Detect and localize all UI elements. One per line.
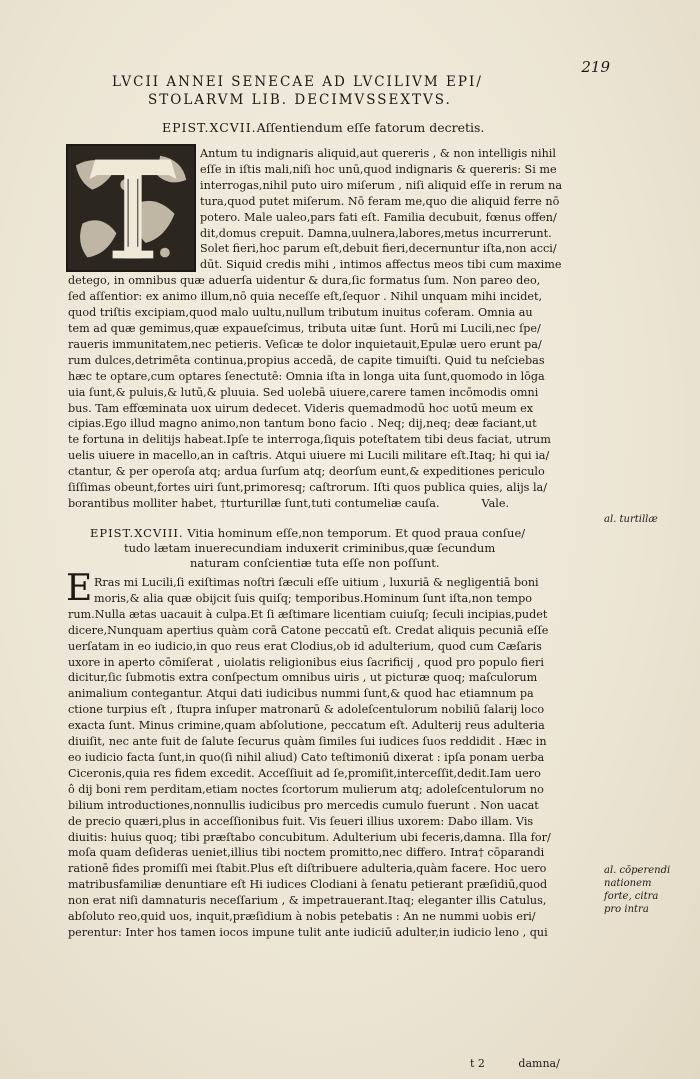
epistle-98-heading-line: tudo lætam inuerecundiam induxerit criminibus,quæ ſecundum bbox=[124, 541, 496, 555]
text-line: potero. Male ualeo,pars fati eſt. Familia decubuit, fœnus offen/ bbox=[200, 210, 557, 224]
catchword: damna/ bbox=[518, 1057, 560, 1070]
epistle-98-heading-line: Vitia hominum eſſe,non temporum. Et quod praua conſue/ bbox=[187, 526, 526, 540]
epistle-98-label: EPIST.XCVIII. bbox=[90, 526, 184, 540]
margin-note-1: al. turtillæ bbox=[604, 514, 658, 525]
epistle-97-title bbox=[162, 120, 602, 135]
epistle-98-title bbox=[90, 526, 600, 571]
text-line: Rras mi Lucili,ſi exiſtimas noſtri ſæculi eſſe uitium , luxuriā & negligentiā boni bbox=[94, 576, 539, 589]
text-line: tura,quod putet miſerum. Nō feram me,quo die aliquid ferre nō bbox=[200, 194, 560, 208]
text-line-end: borantibus molliter habet, †turturillæ ſunt,tuti contumeliæ cauſa. bbox=[68, 496, 440, 510]
drop-initial-e: E bbox=[66, 568, 93, 609]
page-number: 219 bbox=[581, 58, 610, 76]
text-line: uxore in aperto cōmiſerat , uiolatis religionibus eius ſacrificij , quod pro populo fieri bbox=[68, 655, 544, 669]
valediction: Vale. bbox=[481, 496, 510, 510]
text-line: uelis uiuere in macello,an in caſtris. Atqui uiuere mi Lucili militare eſt.Itaq; hi qui ia/ bbox=[68, 449, 550, 463]
text-line: animalium contegantur. Atqui dati iudicibus nummi ſunt,& quod hac etiamnum pa bbox=[68, 687, 534, 701]
text-line: bus. Tam effœminata uox uirum dedecet. Videris quemadmodū hoc uotū meum ex bbox=[68, 401, 534, 415]
text-line: rum dulces,detrimēta continua,propius accedā, de capite timuiſti. Quid tu neſciebas bbox=[68, 353, 545, 367]
text-line: matribusfamiliæ denuntiare eſt Hi iudices Clodiani à ſenatu petierant præſidiū,quod bbox=[68, 878, 548, 892]
epistle-97-label: EPIST.XCVII. bbox=[162, 120, 257, 135]
margin-note-line: pro intra bbox=[604, 904, 649, 915]
text-line: hæc te optare,cum optares ſenectutē: Omnia iſta in longa uita ſunt,quomodo in lōga bbox=[68, 369, 545, 383]
epistle-97-body bbox=[68, 146, 598, 512]
text-line: te fortuna in delitijs habeat.Ipſe te interroga,ſiquis poteſtatem tibi deus faciat, utrum bbox=[68, 433, 551, 447]
text-line: ctantur, & per operoſa atq; ardua ſurſum atq; deorſum eunt,& expeditiones periculo bbox=[68, 465, 545, 479]
text-line: ſed aſſentior: ex animo illum,nō quia neceſſe eſt,ſequor . Nihil unquam mihi incidet, bbox=[68, 290, 543, 304]
heading-line-2: STOLARVM LIB. DECIMVSSEXTVS. bbox=[148, 92, 452, 108]
text-line: diuiſit, nec ante fuit de ſalute ſecurus quàm ſimiles ſui iudices ſuos reddidit . Hæc in bbox=[68, 735, 547, 749]
text-line: quod triſtis excipiam,quod malo uultu,nullum tributum inuitus coferam. Omnia au bbox=[68, 306, 533, 320]
text-line: moris,& alia quæ obijcit ſuis quiſq; temporibus.Hominum ſunt iſta,non tempo bbox=[94, 591, 533, 605]
running-heading bbox=[108, 73, 588, 109]
text-line: ctione turpius eſt , ſtupra inſuper matronarū & adoleſcentulorum nobiliū ſalarij loco bbox=[68, 703, 545, 717]
text-line: Ciceronis,quia res fidem excedit. Acceſſiuit ad ſe,promiſit,interceſſit,dedit.Iam uero bbox=[68, 766, 541, 780]
text-line: ſiſſimas obeunt,fortes uiri ſunt,primoresq; caſtrorum. Iſti quos publica quies, alijs la/ bbox=[68, 481, 547, 495]
text-line: cipias.Ego illud magno animo,non tantum bono facio . Neq; dij,neq; deæ faciant,ut bbox=[68, 417, 537, 431]
margin-note-line: nationem bbox=[604, 878, 652, 889]
page-footer bbox=[470, 1057, 600, 1070]
text-line: bilium introductiones,nonnullis iudicibus pro mercedis cumulo fuerunt . Non uacat bbox=[68, 798, 539, 812]
text-line: Solet fieri,hoc parum eſt,debuit fieri,decernuntur iſta,non acci/ bbox=[200, 242, 557, 256]
text-line: uia ſunt,& puluis,& lutū,& pluuia. Sed uolebā uiuere,carere tamen incōmodis omni bbox=[68, 385, 539, 399]
signature-mark: t 2 bbox=[470, 1057, 485, 1070]
text-line: uerſatam in eo iudicio,in quo reus erat Clodius,ob id adulterium, quod cum Cæſaris bbox=[68, 639, 542, 653]
text-line bbox=[68, 496, 598, 512]
text-line: raueris immunitatem,nec petieris. Veſicæ te dolor inquietauit,Epulæ uero erunt pa/ bbox=[68, 337, 542, 351]
text-line: de precio quæri,plus in acceſſionibus fuit. Vis ſeueri illius uxorem: Dabo illam. Vis bbox=[68, 814, 534, 828]
heading-line-1: LVCII ANNEI SENECAE AD LVCILIVM EPI/ bbox=[112, 74, 483, 90]
text-line: diuitis: huius quoq; tibi præſtabo concubitum. Adulterium ubi feceris,damna. Illa for/ bbox=[68, 830, 551, 844]
text-line: eo iudicio facta ſunt,in quo(ſi nihil aliud) Cato teſtimoniū dixerat : ipſa ponam uerba bbox=[68, 750, 545, 764]
text-line: exacta ſunt. Minus crimine,quam abſolutione, peccatum eſt. Adulterij reus adulteria bbox=[68, 719, 545, 733]
text-line: dit,domus crepuit. Damna,uulnera,labores,metus incurrerunt. bbox=[200, 226, 552, 240]
text-line: perentur: Inter hos tamen iocos impune tulit ante iudiciū adulter,in iudicio leno , qui bbox=[68, 925, 548, 939]
text-line: dicere,Nunquam apertius quàm corā Catone peccatū eſt. Credat aliquis pecuniā eſſe bbox=[68, 623, 549, 637]
epistle-97-heading: Aſſentiendum eſſe fatorum decretis. bbox=[256, 120, 485, 135]
margin-note-line: forte, citra bbox=[604, 891, 659, 902]
text-line: abſoluto reo,quid uos, inquit,præſidium à nobis petebatis : An ne nummi uobis eri/ bbox=[68, 910, 536, 924]
text-line: dicitur,ſic ſubmotis extra conſpectum omnibus uiris , ut picturæ quoq; maſculorum bbox=[68, 671, 538, 685]
text-line: Antum tu indignaris aliquid,aut quereris , & non intelligis nihil bbox=[200, 147, 556, 160]
epistle-98-body bbox=[68, 575, 598, 941]
margin-note-2 bbox=[604, 864, 684, 916]
text-line: moſa quam deſideras ueniet,illius tibi noctem promitto,nec differo. Intra† cōparandi bbox=[68, 846, 545, 860]
text-line: non erat niſi damnaturis neceſſarium , & impetrauerant.Itaq; eleganter illis Catulus, bbox=[68, 894, 547, 908]
text-line: eſſe in iſtis mali,niſi hoc unū,quod indignaris & quereris: Si me bbox=[200, 162, 557, 176]
text-line: tem ad quæ gemimus,quæ expaueſcimus, tributa uitæ ſunt. Horū mi Lucili,nec ſpe/ bbox=[68, 321, 541, 335]
epistle-98-heading-line: naturam conſcientiæ tuta eſſe non poſſunt. bbox=[190, 556, 440, 570]
text-line: dūt. Siquid credis mihi , intimos affectus meos tibi cum maxime bbox=[200, 258, 562, 272]
text-line: interrogas,nihil puto uiro miſerum , niſi aliquid eſſe in rerum na bbox=[200, 178, 563, 192]
text-line: ô dij boni rem perditam,etiam noctes ſcortorum mulierum atq; adoleſcentulorum no bbox=[68, 782, 544, 796]
margin-note-line: al. cōperendi bbox=[604, 865, 671, 876]
text-line: rum.Nulla ætas uacauit à culpa.Et ſi æſtimare licentiam cuiuſq; ſeculi incipias,pudet bbox=[68, 607, 548, 621]
text-line: detego, in omnibus quæ aduerſa uidentur & dura,ſic formatus ſum. Non pareo deo, bbox=[68, 274, 541, 288]
text-line: rationē fides promiſſi mei ſtabit.Plus eſt diſtribuere adulteria,quàm facere. Hoc uero bbox=[68, 862, 547, 876]
